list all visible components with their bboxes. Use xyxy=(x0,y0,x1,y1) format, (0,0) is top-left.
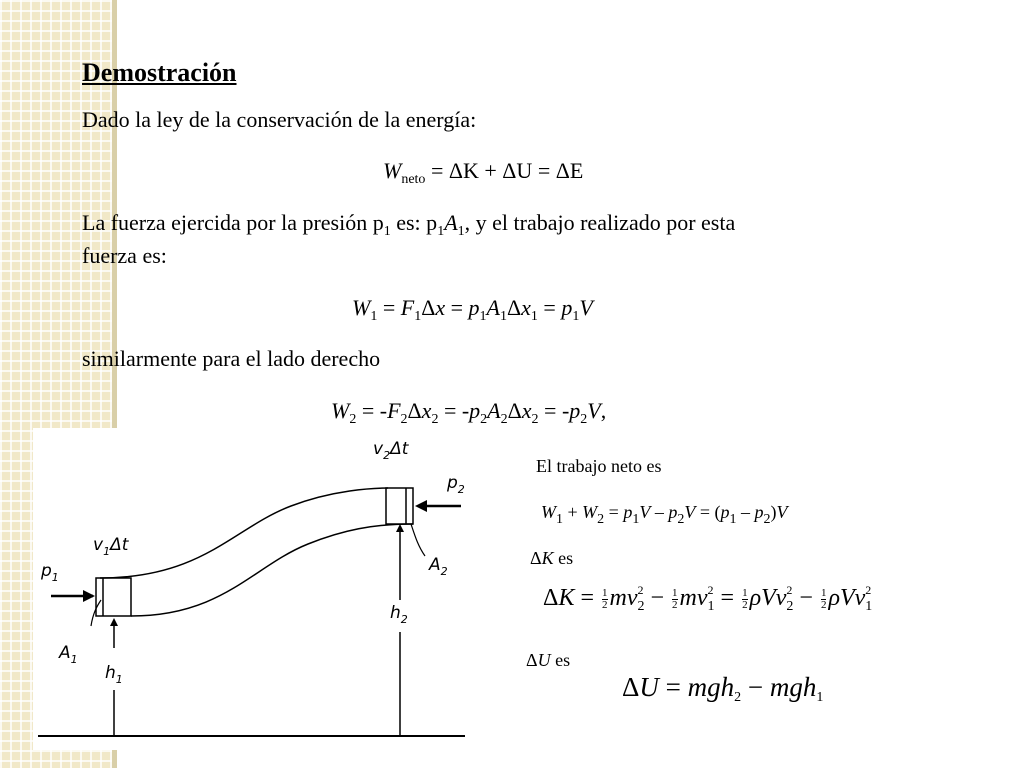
a2-leader xyxy=(411,524,425,556)
page-title: Demostración xyxy=(82,58,237,87)
force-text-a-sub: 1 xyxy=(383,224,391,239)
net-work-label: El trabajo neto es xyxy=(536,456,662,476)
dk-equation: ΔK = $\frac{1}{2}$ mv $_{2 2}$ − $\frac{1}{2}$ mv $_{2 1}$ = $\frac{1}{2}$ ρVv $_{2 2}$ − $\frac{1}{2}$ ρVv $_{2 1}$ xyxy=(543,583,873,614)
force-text-line2: fuerza es: xyxy=(82,243,167,268)
force-text-b: es: p xyxy=(390,210,438,235)
label-v1dt: $v_1\Delta t$ xyxy=(93,535,129,558)
label-v2dt: $v_2\Delta t$ xyxy=(373,439,409,462)
dk-label: ΔK es xyxy=(530,548,574,568)
energy-equation xyxy=(383,158,583,188)
label-p1: $p_1$ xyxy=(41,561,59,584)
right-section xyxy=(386,488,413,524)
force-text-c: A xyxy=(444,210,458,235)
du-equation: ΔU = mgh$_2$ − mgh$_1$ xyxy=(622,672,824,705)
force-text-line1: La fuerza ejercida por la presión $p_1$ es: $p_1A_1$, y el trabajo realizado por esta xyxy=(82,210,736,239)
left-section xyxy=(96,578,131,616)
label-p2: $p_2$ xyxy=(447,473,465,496)
pipe-figure xyxy=(33,428,490,750)
label-h1: $h_1$ xyxy=(105,663,123,686)
energy-eq-rest: = ΔK + ΔU = ΔE xyxy=(425,158,584,183)
force-text-d: , y el trabajo realizado por esta xyxy=(464,210,736,235)
similar-text: similarmente para el lado derecho xyxy=(82,346,381,371)
energy-eq-w: W xyxy=(383,158,402,183)
force-text-a: La fuerza ejercida por la presión p xyxy=(82,210,384,235)
intro-text: Dado la ley de la conservación de la energía: xyxy=(82,107,477,132)
energy-eq-sub: neto xyxy=(401,172,426,187)
net-work-equation: $W_1 + W_2 = p_1V - p_2V = (p_1 - p_2)V$ xyxy=(541,502,788,527)
pipe-bottom xyxy=(131,524,413,616)
w1-equation: $W_1 = F_1\Delta x = p_1A_1\Delta x_1 = p_1V$ xyxy=(352,295,593,324)
label-h2: $h_2$ xyxy=(390,603,408,626)
w2-equation: $W_2 = -F_2\Delta x_2 = -p_2A_2\Delta x_2 = -p_2V$, xyxy=(331,398,607,427)
pipe-top xyxy=(100,488,388,578)
du-label: ΔU es xyxy=(526,650,571,670)
label-a1: $A_1$ xyxy=(59,643,78,666)
label-a2: $A_2$ xyxy=(429,555,448,578)
